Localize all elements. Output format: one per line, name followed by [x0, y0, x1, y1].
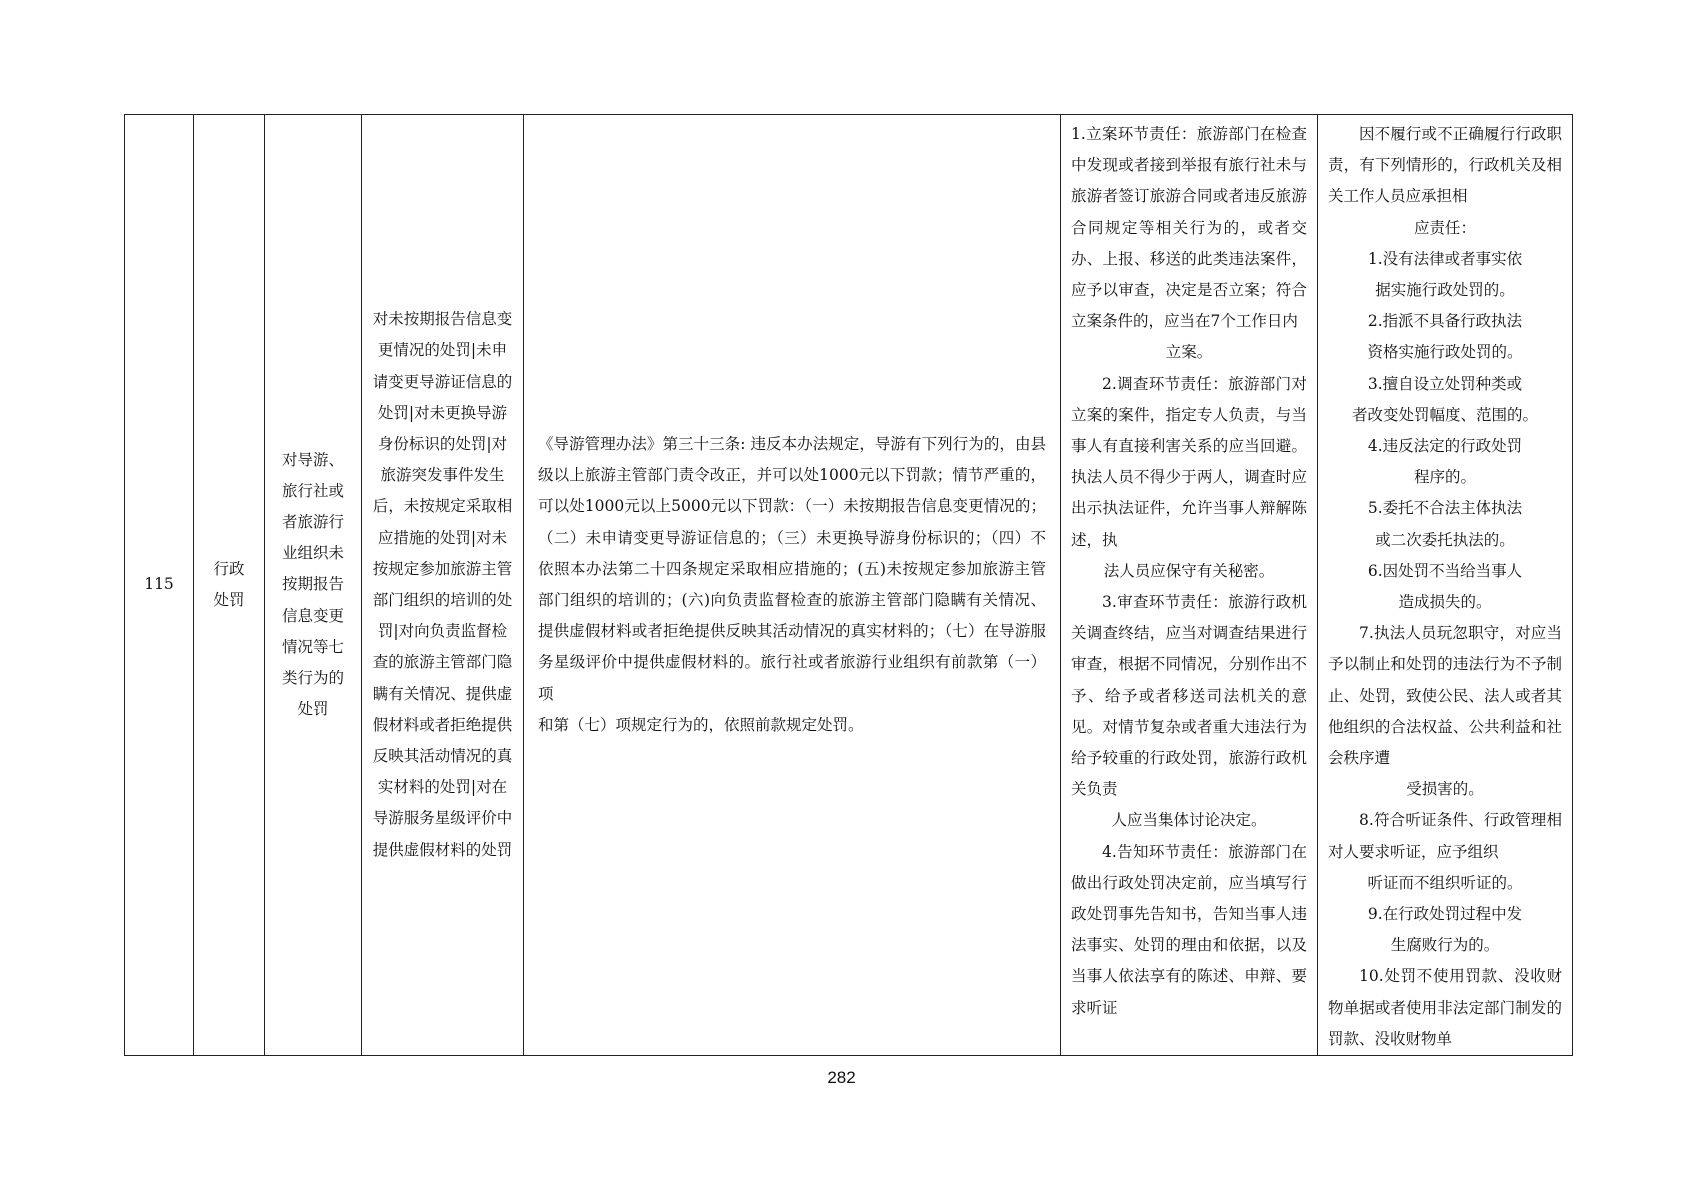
legal-basis [524, 115, 1061, 1056]
page-number: 282 [827, 1068, 856, 1087]
accountability-item: 资格实施行政处罚的。 [1367, 343, 1523, 362]
accountability-item: 受损害的。 [1406, 780, 1484, 799]
responsibility-item: 4.告知环节责任：旅游部门在做出行政处罚决定前，应当填写行政处罚事先告知书，告知当事人违法事实、处罚的理由和依据，以及当事人依法享有的陈述、申辩、要求听证 [1071, 842, 1307, 1017]
responsibility-item: 1.立案环节责任：旅游部门在检查中发现或者接到举报有旅行社未与旅游者签订旅游合同或者违反旅游合同规定等相关行为的，或者交办、上报、移送的此类违法案件，应予以审查，决定是否立案；符合立案条件的，应当在7个工作日内 [1071, 125, 1307, 331]
row-number: 115 [125, 115, 194, 1056]
accountability-item: 1.没有法律或者事实依 [1367, 249, 1523, 268]
accountability-item: 或二次委托执法的。 [1375, 530, 1515, 549]
sub-items: 对未按期报告信息变更情况的处罚|未申请变更导游证信息的处罚|对未更换导游身份标识的处罚|对旅游突发事件发生后，未按规定采取相应措施的处罚|对未按规定参加旅游主管部门组织的培训的处罚|对向负责监督检查的旅游主管部门隐瞒有关情况、提供虚假材料或者拒绝提供反映其活动情况的真实材料的处罚|对在导游服务星级评价中提供虚假材料的处罚 [362, 115, 524, 1056]
table-row [125, 115, 1573, 1056]
accountability-item: 听证而不组织听证的。 [1367, 873, 1523, 892]
accountability-item: 6.因处罚不当给当事人 [1367, 561, 1523, 580]
accountability-item: 者改变处罚幅度、范围的。 [1351, 405, 1538, 424]
item-name: 对导游、旅行社或者旅游行业组织未按期报告信息变更情况等七类行为的处罚 [265, 115, 362, 1056]
accountability-item: 3.擅自设立处罚种类或 [1367, 374, 1523, 393]
accountability-item: 8.符合听证条件、行政管理相对人要求听证，应予组织 [1328, 811, 1562, 861]
accountability-item: 2.指派不具备行政执法 [1367, 312, 1523, 331]
responsibility-item: 立案。 [1165, 343, 1213, 362]
legal-basis-text: 《导游管理办法》第三十三条: 违反本办法规定，导游有下列行为的，由县级以上旅游主管部门责令改正，并可以处1000元以下罚款；情节严重的，可以处1000元以上5000元以下罚款：（一）未按期报告信息变更情况的；（二）未申请变更导游证信息的；（三）未更换导游身份标识的；（四）不依照本办法第二十四条规定采取相应措施的；(五)未按规定参加旅游主管部门组织的培训的；(六)向负责监督检查的旅游主管部门隐瞒有关情况、提供虚假材料或者拒绝提供反映其活动情况的真实材料的；（七）在导游服务星级评价中提供虚假材料的。旅行社或者旅游行业组织有前款第（一）项 [538, 435, 1046, 703]
accountability-item: 生腐败行为的。 [1390, 936, 1500, 955]
responsibility-item: 法人员应保守有关秘密。 [1103, 561, 1275, 580]
accountability-item: 5.委托不合法主体执法 [1367, 499, 1523, 518]
power-type [194, 115, 265, 1056]
accountability-item: 4.违反法定的行政处罚 [1367, 437, 1523, 456]
responsibility-item: 3.审查环节责任：旅游行政机关调查终结，应当对调查结果进行审查，根据不同情况，分别作出不予、给予或者移送司法机关的意见。对情节复杂或者重大违法行为给予较重的行政处罚，旅游行政机关负责 [1071, 593, 1307, 799]
responsibility-item: 2.调查环节责任：旅游部门对立案的案件，指定专人负责，与当事人有直接利害关系的应当回避。执法人员不得少于两人，调查时应出示执法证件，允许当事人辩解陈述，执 [1071, 374, 1307, 549]
accountability-item: 7.执法人员玩忽职守，对应当予以制止和处罚的违法行为不予制止、处罚，致使公民、法人或者其他组织的合法权益、公共利益和社会秩序遭 [1328, 624, 1562, 768]
accountability-item: 因不履行或不正确履行行政职责，有下列情形的，行政机关及相关工作人员应承担相 [1328, 125, 1562, 206]
accountability-item: 造成损失的。 [1398, 593, 1492, 612]
accountability-item: 据实施行政处罚的。 [1375, 281, 1515, 300]
accountability-items [1318, 115, 1573, 1056]
accountability-item: 程序的。 [1413, 468, 1476, 487]
responsibility-item: 人应当集体讨论决定。 [1111, 811, 1267, 830]
accountability-item: 10.处罚不使用罚款、没收财物单据或者使用非法定部门制发的罚款、没收财物单 [1328, 967, 1562, 1048]
legal-basis-last-line: 和第（七）项规定行为的，依照前款规定处罚。 [538, 715, 864, 734]
catalog-table [124, 114, 1573, 1056]
accountability-item: 应责任： [1413, 218, 1476, 237]
responsibility-items [1061, 115, 1318, 1056]
accountability-item: 9.在行政处罚过程中发 [1367, 905, 1523, 924]
power-type-text: 行政处罚 [213, 559, 245, 610]
